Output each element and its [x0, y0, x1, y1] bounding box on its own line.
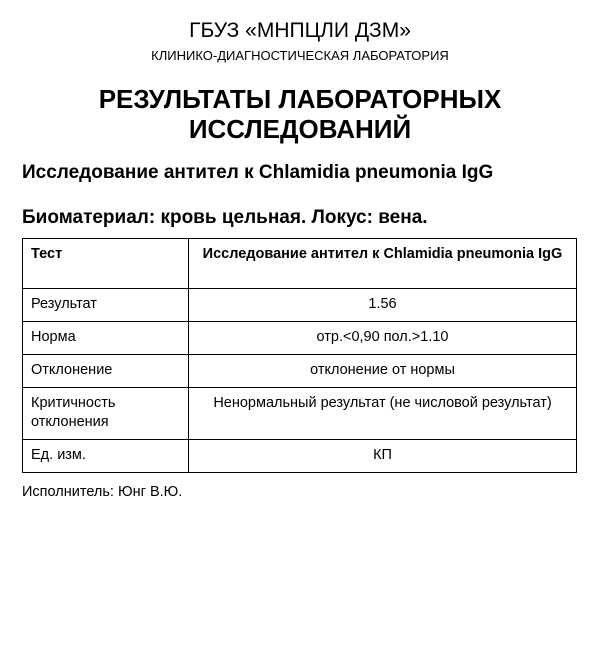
executor-line: Исполнитель: Юнг В.Ю. — [22, 484, 183, 500]
table-row — [23, 355, 577, 388]
row-label: Отклонение — [23, 355, 189, 388]
report-title: РЕЗУЛЬТАТЫ ЛАБОРАТОРНЫХ ИССЛЕДОВАНИЙ — [98, 84, 502, 144]
table-header-label: Тест — [23, 239, 189, 289]
row-label: Ед. изм. — [23, 440, 189, 473]
row-value: отр.<0,90 пол.>1.10 — [189, 322, 577, 355]
results-table — [22, 238, 577, 473]
row-label: Норма — [23, 322, 189, 355]
row-value: 1.56 — [189, 289, 577, 322]
table-header-value: Исследование антител к Chlamidia pneumonia IgG — [189, 239, 577, 289]
biomaterial-line: Биоматериал: кровь цельная. Локус: вена. — [22, 207, 428, 228]
row-label: Результат — [23, 289, 189, 322]
table-row — [23, 322, 577, 355]
organization-name: ГБУЗ «МНПЦЛИ ДЗМ» — [189, 19, 411, 42]
row-value: отклонение от нормы — [189, 355, 577, 388]
row-value: Ненормальный результат (не числовой результат) — [189, 388, 577, 440]
table-row — [23, 440, 577, 473]
table-row — [23, 388, 577, 440]
row-label: Критичность отклонения — [23, 388, 189, 440]
table-row — [23, 289, 577, 322]
laboratory-subtitle: КЛИНИКО-ДИАГНОСТИЧЕСКАЯ ЛАБОРАТОРИЯ — [151, 48, 449, 63]
test-heading: Исследование антител к Chlamidia pneumonia IgG — [22, 162, 494, 183]
row-value: КП — [189, 440, 577, 473]
table-header-row — [23, 239, 577, 289]
